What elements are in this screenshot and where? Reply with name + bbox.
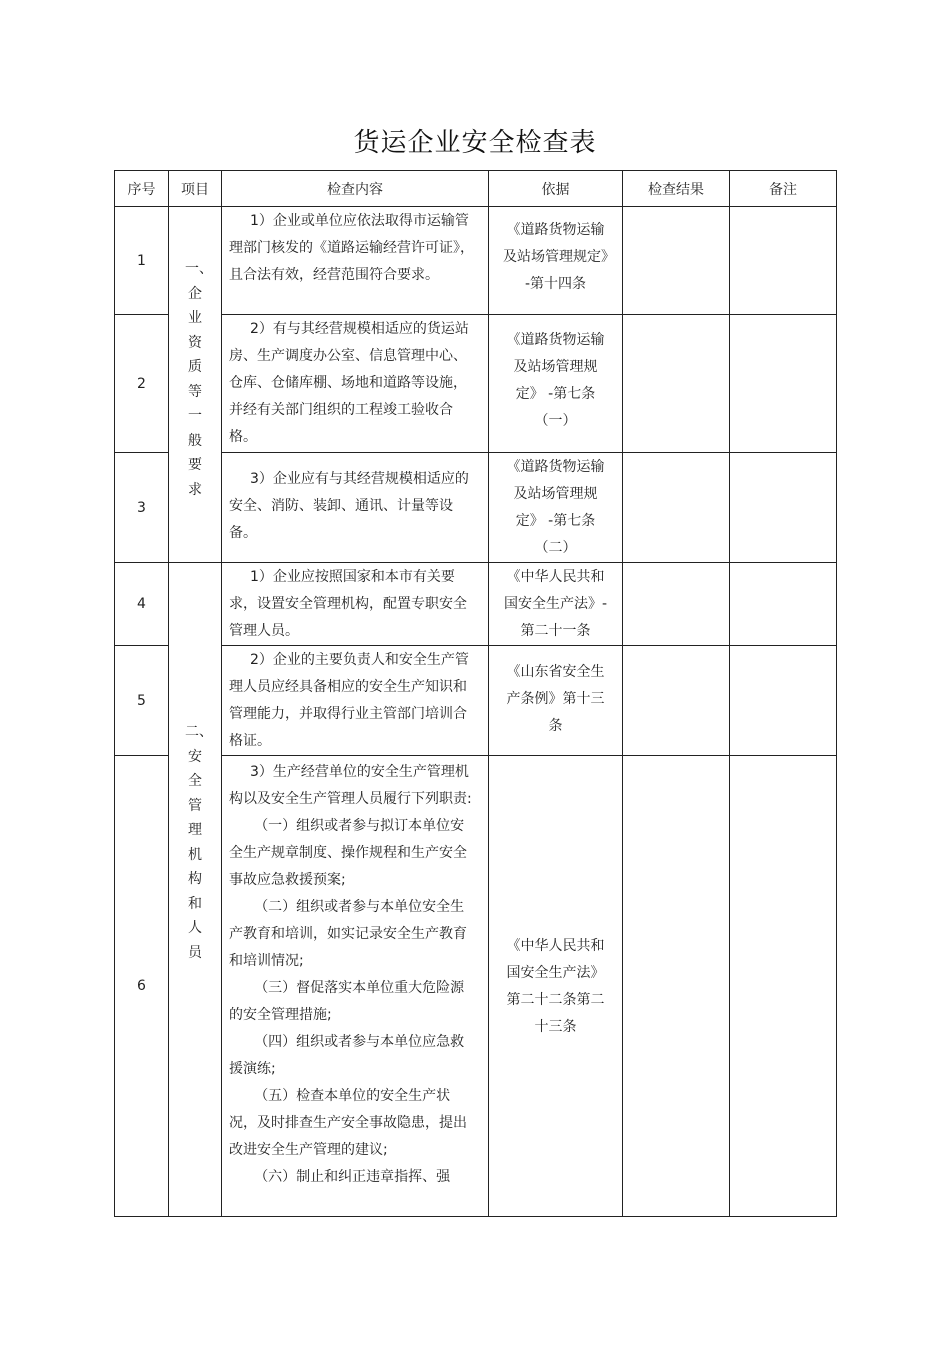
inspection-table <box>114 170 837 1217</box>
content-cell <box>222 207 489 315</box>
result-cell[interactable] <box>623 646 730 756</box>
content-item: （四）组织或者参与本单位应急救援演练; <box>229 1034 465 1077</box>
content-text: 1）企业应按照国家和本市有关要求，设置安全管理机构，配置专职安全管理人员。 <box>229 569 467 639</box>
basis-cell <box>489 756 623 1217</box>
basis-text: 《山东省安全生产条例》第十三条 <box>506 664 605 734</box>
content-item: （二）组织或者参与本单位安全生产教育和培训，如实记录安全生产教育和培训情况; <box>229 899 467 969</box>
basis-cell <box>489 563 623 646</box>
basis-text: 《中华人民共和国安全生产法》第二十二条第二十三条 <box>506 937 605 1035</box>
table-row <box>115 756 837 1217</box>
basis-cell <box>489 453 623 563</box>
table-header-row <box>115 171 837 207</box>
remark-cell[interactable] <box>730 207 837 315</box>
header-project: 项目 <box>169 171 222 207</box>
section-label: 二、安全管理机构和人员 <box>185 724 213 961</box>
content-text: 2）企业的主要负责人和安全生产管理人员应经具备相应的安全生产知识和管理能力，并取得行业主管部门培训合格证。 <box>229 652 469 749</box>
basis-cell <box>489 315 623 453</box>
basis-cell <box>489 207 623 315</box>
row-seq: 1 <box>115 207 169 315</box>
table-row <box>115 646 837 756</box>
content-text: 1）企业或单位应依法取得市运输管理部门核发的《道路运输经营许可证》，且合法有效，经营范围符合要求。 <box>229 213 474 283</box>
header-content: 检查内容 <box>222 171 489 207</box>
header-basis: 依据 <box>489 171 623 207</box>
content-cell <box>222 315 489 453</box>
remark-cell[interactable] <box>730 756 837 1217</box>
content-item: （一）组织或者参与拟订本单位安全生产规章制度、操作规程和生产安全事故应急救援预案; <box>229 818 467 888</box>
content-cell <box>222 563 489 646</box>
remark-cell[interactable] <box>730 453 837 563</box>
content-cell <box>222 756 489 1217</box>
basis-text: 《道路货物运输及站场管理规定》 -第七条（二） <box>506 459 605 556</box>
remark-cell[interactable] <box>730 646 837 756</box>
content-text: 3）企业应有与其经营规模相适应的安全、消防、装卸、通讯、计量等设备。 <box>229 471 469 541</box>
result-cell[interactable] <box>623 453 730 563</box>
row-seq: 2 <box>115 315 169 453</box>
row-seq: 3 <box>115 453 169 563</box>
remark-cell[interactable] <box>730 563 837 646</box>
row-seq: 6 <box>115 756 169 1217</box>
table-row <box>115 315 837 453</box>
table-row <box>115 453 837 563</box>
header-result: 检查结果 <box>623 171 730 207</box>
table-row <box>115 207 837 315</box>
remark-cell[interactable] <box>730 315 837 453</box>
result-cell[interactable] <box>623 563 730 646</box>
section-cell-qualification <box>169 207 222 563</box>
basis-text: 《道路货物运输及站场管理规定》 -第七条（一） <box>506 332 605 429</box>
header-seq: 序号 <box>115 171 169 207</box>
content-item: （三）督促落实本单位重大危险源的安全管理措施; <box>229 980 465 1023</box>
content-item: （六）制止和纠正违章指挥、强 <box>254 1169 451 1185</box>
content-text: 2）有与其经营规模相适应的货运站房、生产调度办公室、信息管理中心、仓库、仓储库棚、场地和道路等设施，并经有关部门组织的工程竣工验收合格。 <box>229 321 469 445</box>
basis-text: 《道路货物运输及站场管理规定》-第十四条 <box>503 222 608 292</box>
result-cell[interactable] <box>623 207 730 315</box>
content-cell <box>222 453 489 563</box>
section-label: 一、企业资质等一般要求 <box>185 261 213 498</box>
row-seq: 4 <box>115 563 169 646</box>
basis-cell <box>489 646 623 756</box>
header-remark: 备注 <box>730 171 837 207</box>
row-seq: 5 <box>115 646 169 756</box>
table-row <box>115 563 837 646</box>
result-cell[interactable] <box>623 315 730 453</box>
content-cell <box>222 646 489 756</box>
content-lead: 3）生产经营单位的安全生产管理机构以及安全生产管理人员履行下列职责: <box>229 764 472 807</box>
page-title: 货运企业安全检查表 <box>353 128 597 158</box>
result-cell[interactable] <box>623 756 730 1217</box>
content-item: （五）检查本单位的安全生产状况，及时排查生产安全事故隐患，提出改进安全生产管理的建议; <box>229 1088 467 1158</box>
basis-text: 《中华人民共和国安全生产法》-第二十一条 <box>503 569 608 639</box>
section-cell-management <box>169 563 222 1217</box>
